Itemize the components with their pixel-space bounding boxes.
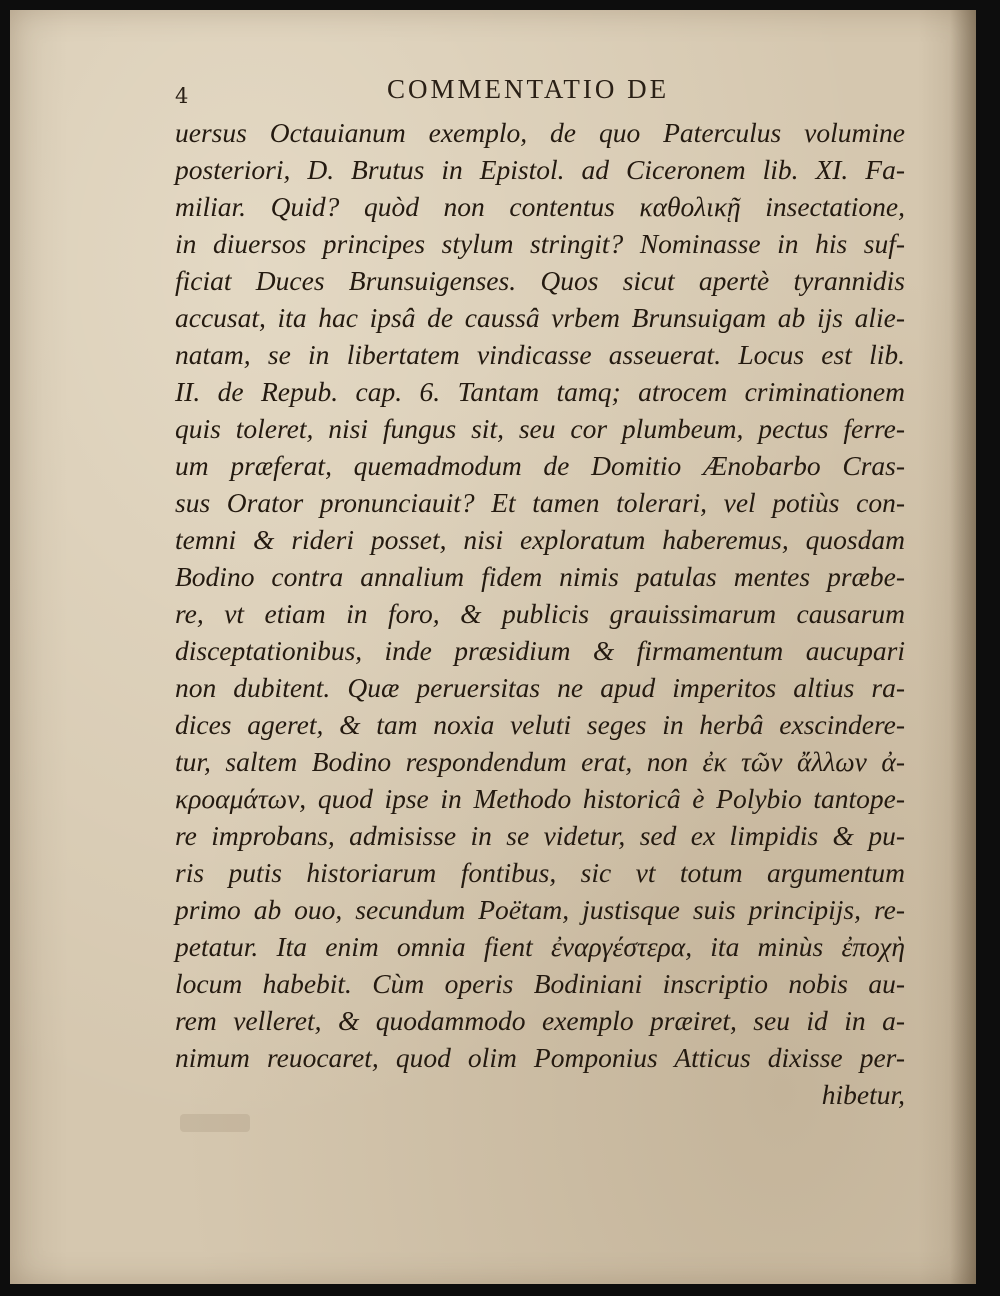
text-line: κροαμάτων, quod ipse in Methodo historicâ è Polybio tantope- [175,783,905,814]
text-line: in diuersos principes stylum stringit? Nominasse in his suf- [175,228,905,259]
text-line: disceptationibus, inde præsidium & firmamentum aucupari [175,635,905,666]
book-page [10,10,976,1284]
text-line: tur, saltem Bodino respondendum erat, non ἐκ τῶν ἄλλων ἀ- [175,746,905,777]
text-line: accusat, ita hac ipsâ de caussâ vrbem Brunsuigam ab ijs alie- [175,302,905,333]
text-line: locum habebit. Cùm operis Bodiniani inscriptio nobis au- [175,968,905,999]
page-number: 4 [175,84,189,108]
text-line: non dubitent. Quæ peruersitas ne apud imperitos altius ra- [175,672,905,703]
text-line: rem velleret, & quodammodo exemplo præiret, seu id in a- [175,1005,905,1036]
text-line: primo ab ouo, secundum Poëtam, justisque suis principijs, re- [175,894,905,925]
text-line: um præferat, quemadmodum de Domitio Ænobarbo Cras- [175,450,905,481]
text-line: petatur. Ita enim omnia fient ἐναργέστερα, ita minùs ἐποχὴ [175,931,905,962]
running-head: COMMENTATIO DE [387,74,670,104]
catchword: hibetur, [821,1079,905,1110]
body-text [175,114,905,1113]
text-line: quis toleret, nisi fungus sit, seu cor plumbeum, pectus ferre- [175,413,905,444]
page-header [175,70,775,114]
text-line: posteriori, D. Brutus in Epistol. ad Ciceronem lib. XI. Fa- [175,154,905,185]
text-line: sus Orator pronunciauit? Et tamen tolerari, vel potiùs con- [175,487,905,518]
spine-shadow [950,10,976,1284]
text-line: miliar. Quid? quòd non contentus καθολικῇ insectatione, [175,191,905,222]
text-line: Bodino contra annalium fidem nimis patulas mentes præbe- [175,561,905,592]
text-line: uersus Octauianum exemplo, de quo Paterculus volumine [175,117,905,148]
text-line: dices ageret, & tam noxia veluti seges in herbâ exscindere- [175,709,905,740]
text-line: ris putis historiarum fontibus, sic vt totum argumentum [175,857,905,888]
text-line: nimum reuocaret, quod olim Pomponius Atticus dixisse per- [175,1042,905,1073]
text-line: ficiat Duces Brunsuigenses. Quos sicut apertè tyrannidis [175,265,905,296]
text-line: re, vt etiam in foro, & publicis grauissimarum causarum [175,598,905,629]
show-through-mark [180,1114,250,1132]
text-line: II. de Repub. cap. 6. Tantam tamq; atrocem criminationem [175,376,905,407]
text-line: re improbans, admisisse in se videtur, sed ex limpidis & pu- [175,820,905,851]
text-line: temni & rideri posset, nisi exploratum haberemus, quosdam [175,524,905,555]
text-line: natam, se in libertatem vindicasse asseuerat. Locus est lib. [175,339,905,370]
